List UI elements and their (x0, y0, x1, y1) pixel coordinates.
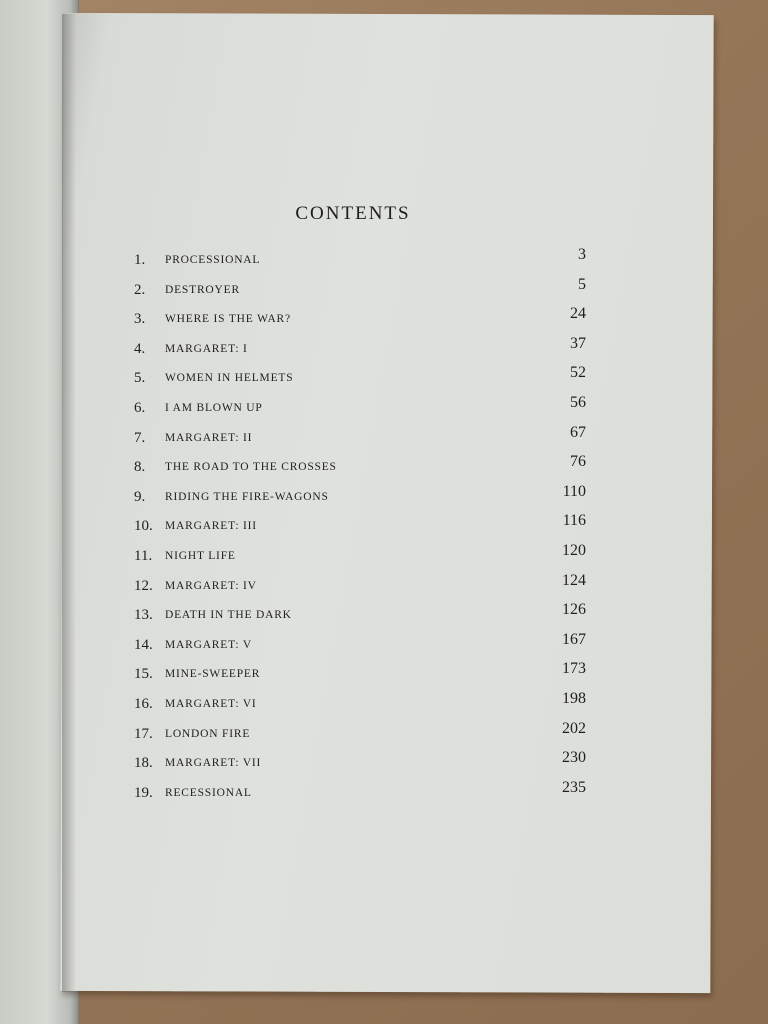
toc-entry (134, 747, 594, 777)
toc-entry (134, 274, 594, 304)
chapter-title: NIGHT LIFE (165, 549, 236, 562)
chapter-title: MINE-SWEEPER (165, 668, 261, 681)
chapter-number: 18. (134, 755, 153, 772)
toc-entry (134, 777, 594, 807)
chapter-title: MARGARET: VII (165, 757, 262, 770)
toc-entry (134, 362, 594, 392)
page-number: 202 (562, 719, 586, 737)
toc-entry (134, 303, 594, 333)
chapter-number: 14. (134, 636, 153, 653)
chapter-title: RECESSIONAL (165, 786, 252, 799)
page-number: 126 (562, 601, 586, 619)
toc-entry (134, 540, 594, 570)
chapter-title: MARGARET: V (165, 638, 252, 651)
chapter-number: 9. (134, 488, 146, 505)
chapter-number: 12. (134, 577, 153, 594)
chapter-number: 8. (134, 459, 146, 476)
chapter-title: DEATH IN THE DARK (165, 609, 292, 622)
chapter-title: WHERE IS THE WAR? (165, 313, 291, 326)
page-number: 124 (562, 571, 586, 589)
page-gutter-shadow (62, 14, 76, 992)
page-number: 167 (562, 630, 586, 648)
page-number: 56 (570, 393, 586, 411)
chapter-title: MARGARET: III (165, 520, 257, 533)
chapter-number: 19. (134, 784, 153, 801)
toc-entry (134, 510, 594, 540)
chapter-title: DESTROYER (165, 283, 240, 296)
toc-entry (134, 481, 594, 511)
chapter-number: 17. (134, 725, 153, 742)
page-number: 76 (570, 453, 586, 471)
chapter-title: MARGARET: I (165, 342, 248, 355)
page-number: 235 (562, 778, 586, 796)
table-of-contents (134, 244, 594, 806)
page-number: 198 (562, 689, 586, 707)
chapter-number: 7. (134, 429, 146, 446)
chapter-title: LONDON FIRE (165, 727, 251, 740)
page-number: 37 (570, 334, 586, 352)
toc-entry (134, 392, 594, 422)
page-number: 173 (562, 660, 586, 678)
chapter-title: MARGARET: VI (165, 697, 257, 710)
toc-entry (134, 244, 594, 274)
chapter-number: 11. (134, 547, 153, 564)
chapter-title: MARGARET: II (165, 431, 253, 444)
toc-entry (134, 451, 594, 481)
toc-entry (134, 688, 594, 718)
page-number: 67 (570, 423, 586, 441)
page-number: 120 (562, 541, 586, 559)
toc-entry (134, 333, 594, 363)
page-number: 5 (578, 275, 586, 293)
page-number: 110 (562, 482, 586, 500)
toc-entry (134, 570, 594, 600)
chapter-title: I AM BLOWN UP (165, 401, 263, 414)
toc-entry (134, 658, 594, 688)
chapter-number: 4. (134, 340, 146, 357)
contents-title: CONTENTS (295, 203, 411, 224)
toc-entry (134, 718, 594, 748)
chapter-number: 15. (134, 666, 153, 683)
toc-entry (134, 422, 594, 452)
page-number: 230 (562, 749, 586, 767)
chapter-number: 10. (134, 518, 153, 535)
chapter-title: THE ROAD TO THE CROSSES (165, 461, 337, 474)
page-number: 24 (570, 305, 586, 323)
chapter-number: 6. (134, 399, 146, 416)
page-number: 116 (562, 512, 586, 530)
chapter-title: WOMEN IN HELMETS (165, 372, 294, 385)
chapter-number: 2. (134, 281, 146, 298)
chapter-number: 5. (134, 370, 146, 387)
chapter-title: MARGARET: IV (165, 579, 257, 592)
chapter-number: 1. (134, 252, 146, 268)
page-number: 3 (578, 246, 586, 263)
toc-entry (134, 629, 594, 659)
chapter-number: 16. (134, 695, 153, 712)
chapter-title: RIDING THE FIRE-WAGONS (165, 490, 329, 503)
toc-entry (134, 599, 594, 629)
chapter-title: PROCESSIONAL (165, 254, 261, 266)
chapter-number: 13. (134, 607, 153, 624)
chapter-number: 3. (134, 311, 146, 328)
page-number: 52 (570, 364, 586, 382)
